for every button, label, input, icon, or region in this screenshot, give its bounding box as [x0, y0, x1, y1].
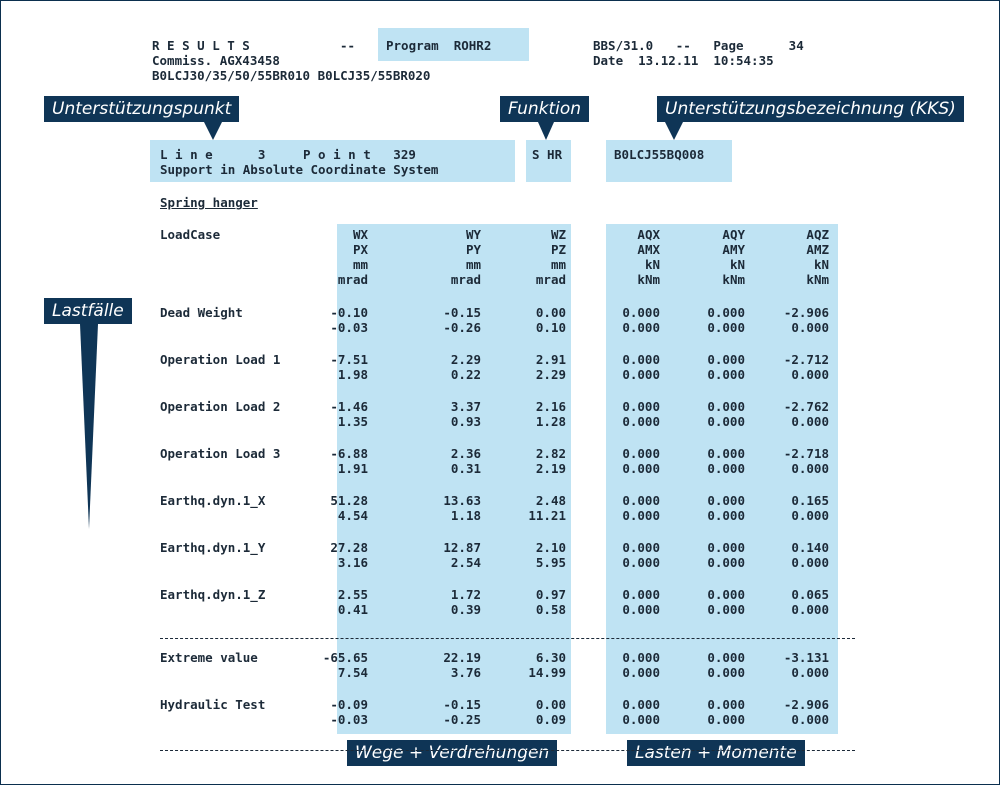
- program-name: Program ROHR2: [386, 38, 492, 53]
- table-cell: 2.10: [535, 540, 566, 555]
- table-cell: 0.93: [450, 414, 481, 429]
- table-cell: 3.76: [450, 665, 481, 680]
- table-cell: 0.000: [707, 320, 745, 335]
- table-cell: 0.000: [622, 352, 660, 367]
- table-cell: 0.000: [707, 399, 745, 414]
- loadcase-name: Earthq.dyn.1_X: [160, 493, 266, 508]
- separator-line-lower: [160, 750, 855, 751]
- table-cell: 0.000: [707, 367, 745, 382]
- table-cell: 0.000: [707, 414, 745, 429]
- table-cell: 0.165: [791, 493, 829, 508]
- table-cell: 4.54: [337, 508, 368, 523]
- table-cell: 0.000: [707, 697, 745, 712]
- column-header: AMX: [637, 242, 660, 257]
- table-cell: 51.28: [330, 493, 368, 508]
- table-cell: 1.35: [337, 414, 368, 429]
- table-cell: 2.19: [535, 461, 566, 476]
- table-cell: -0.03: [330, 320, 368, 335]
- column-header: mm: [550, 257, 566, 272]
- table-cell: -7.51: [330, 352, 368, 367]
- function-code: S HR: [532, 147, 563, 162]
- callout-support-point: Unterstützungspunkt: [44, 96, 239, 122]
- table-cell: 0.000: [707, 305, 745, 320]
- table-cell: 2.91: [535, 352, 566, 367]
- table-cell: 2.54: [450, 555, 481, 570]
- callout-support-name: Unterstützungsbezeichnung (KKS): [657, 96, 964, 122]
- column-header: AMY: [722, 242, 745, 257]
- table-cell: 7.54: [337, 665, 368, 680]
- column-header: kN: [644, 257, 660, 272]
- loadcase-name: Operation Load 1: [160, 352, 281, 367]
- table-cell: 6.30: [535, 650, 566, 665]
- support-type-label: Spring hanger: [160, 195, 258, 210]
- table-cell: -0.25: [443, 712, 481, 727]
- column-header: WZ: [550, 227, 566, 242]
- column-header: PZ: [550, 242, 566, 257]
- table-cell: 2.16: [535, 399, 566, 414]
- coordinate-system-label: Support in Absolute Coordinate System: [160, 162, 439, 177]
- loadcase-name: Extreme value: [160, 650, 258, 665]
- loadcase-name: Operation Load 3: [160, 446, 281, 461]
- table-cell: -0.15: [443, 697, 481, 712]
- table-cell: 0.97: [535, 587, 566, 602]
- loadcase-name: Earthq.dyn.1_Z: [160, 587, 266, 602]
- column-header: kN: [729, 257, 745, 272]
- table-cell: -0.15: [443, 305, 481, 320]
- results-title: R E S U L T S: [152, 38, 250, 53]
- table-cell: 0.10: [535, 320, 566, 335]
- column-header: kN: [813, 257, 829, 272]
- table-cell: 0.000: [707, 650, 745, 665]
- column-header: AQZ: [806, 227, 829, 242]
- table-cell: 2.48: [535, 493, 566, 508]
- table-cell: 0.000: [791, 461, 829, 476]
- separator-line-upper: [160, 638, 855, 639]
- callout-loads: Lasten + Momente: [627, 740, 805, 766]
- column-header: mm: [352, 257, 368, 272]
- callout-function-arrow: [538, 122, 554, 140]
- table-cell: 0.000: [791, 712, 829, 727]
- table-cell: 5.95: [535, 555, 566, 570]
- table-cell: 0.000: [622, 399, 660, 414]
- table-cell: 0.000: [622, 697, 660, 712]
- table-cell: -0.03: [330, 712, 368, 727]
- table-cell: 0.000: [791, 320, 829, 335]
- support-kks-code: B0LCJ55BQ008: [614, 147, 705, 162]
- callout-support-name-arrow: [665, 122, 683, 140]
- loadcase-name: Operation Load 2: [160, 399, 281, 414]
- table-cell: 0.000: [791, 367, 829, 382]
- table-cell: 0.000: [622, 320, 660, 335]
- table-cell: 27.28: [330, 540, 368, 555]
- table-cell: -2.718: [783, 446, 829, 461]
- table-cell: -0.09: [330, 697, 368, 712]
- table-cell: 1.98: [337, 367, 368, 382]
- table-cell: 0.065: [791, 587, 829, 602]
- column-header: mrad: [535, 272, 566, 287]
- table-cell: 0.41: [337, 602, 368, 617]
- column-header: PX: [352, 242, 368, 257]
- table-cell: 0.39: [450, 602, 481, 617]
- table-cell: 0.000: [622, 587, 660, 602]
- table-cell: 0.000: [622, 555, 660, 570]
- table-cell: 14.99: [528, 665, 566, 680]
- loadcase-name: Earthq.dyn.1_Y: [160, 540, 266, 555]
- column-header: kNm: [637, 272, 660, 287]
- column-header: kNm: [806, 272, 829, 287]
- table-cell: 0.000: [707, 602, 745, 617]
- table-cell: 0.000: [622, 540, 660, 555]
- table-cell: 0.31: [450, 461, 481, 476]
- loadcase-name: Hydraulic Test: [160, 697, 266, 712]
- table-cell: -3.131: [783, 650, 829, 665]
- loadcase-name: Dead Weight: [160, 305, 243, 320]
- table-cell: 0.140: [791, 540, 829, 555]
- table-cell: 0.000: [707, 712, 745, 727]
- callout-function: Funktion: [500, 96, 589, 122]
- table-cell: 13.63: [443, 493, 481, 508]
- column-header: PY: [465, 242, 481, 257]
- table-cell: 0.000: [707, 446, 745, 461]
- table-cell: 2.82: [535, 446, 566, 461]
- table-cell: 0.09: [535, 712, 566, 727]
- column-header: AQY: [722, 227, 745, 242]
- table-cell: 0.000: [622, 414, 660, 429]
- callout-support-point-arrow: [204, 122, 222, 140]
- table-cell: -2.906: [783, 697, 829, 712]
- kks-system-line: B0LCJ30/35/50/55BR010 B0LCJ35/55BR020: [152, 68, 431, 83]
- loadcase-header: LoadCase: [160, 227, 221, 242]
- table-cell: 0.000: [622, 665, 660, 680]
- table-cell: 1.18: [450, 508, 481, 523]
- table-cell: 22.19: [443, 650, 481, 665]
- line-point-label: L i n e 3 P o i n t 329: [160, 147, 416, 162]
- table-cell: 0.58: [535, 602, 566, 617]
- table-cell: 0.000: [622, 712, 660, 727]
- column-header: mm: [465, 257, 481, 272]
- table-cell: 0.00: [535, 697, 566, 712]
- date-time: Date 13.12.11 10:54:35: [593, 53, 774, 68]
- table-cell: 0.000: [791, 555, 829, 570]
- table-cell: 0.000: [707, 352, 745, 367]
- callout-load-cases-arrow: [80, 324, 98, 529]
- table-cell: 1.91: [337, 461, 368, 476]
- column-header: kNm: [722, 272, 745, 287]
- column-header: WX: [352, 227, 368, 242]
- table-cell: 0.000: [707, 665, 745, 680]
- table-cell: 12.87: [443, 540, 481, 555]
- table-cell: 3.37: [450, 399, 481, 414]
- table-cell: 0.000: [622, 446, 660, 461]
- table-cell: -0.10: [330, 305, 368, 320]
- table-cell: -1.46: [330, 399, 368, 414]
- table-cell: 0.000: [707, 540, 745, 555]
- table-cell: -2.762: [783, 399, 829, 414]
- table-cell: 0.000: [707, 508, 745, 523]
- table-cell: -2.712: [783, 352, 829, 367]
- table-cell: 0.000: [791, 508, 829, 523]
- callout-displacements: Wege + Verdrehungen: [347, 740, 557, 766]
- table-cell: 0.000: [622, 305, 660, 320]
- table-cell: 0.000: [707, 587, 745, 602]
- table-cell: 0.000: [622, 367, 660, 382]
- table-cell: 0.000: [622, 508, 660, 523]
- table-cell: 0.00: [535, 305, 566, 320]
- column-header: AMZ: [806, 242, 829, 257]
- table-cell: 0.000: [622, 493, 660, 508]
- table-cell: 2.29: [450, 352, 481, 367]
- column-header: AQX: [637, 227, 660, 242]
- table-cell: -6.88: [330, 446, 368, 461]
- table-cell: 0.000: [622, 461, 660, 476]
- table-cell: 3.16: [337, 555, 368, 570]
- table-cell: 0.000: [707, 493, 745, 508]
- table-cell: 0.000: [707, 461, 745, 476]
- table-cell: 1.72: [450, 587, 481, 602]
- table-cell: -2.906: [783, 305, 829, 320]
- table-cell: 0.000: [622, 602, 660, 617]
- commission-number: Commiss. AGX43458: [152, 53, 280, 68]
- column-header: mrad: [450, 272, 481, 287]
- table-cell: 1.28: [535, 414, 566, 429]
- table-cell: 0.000: [791, 414, 829, 429]
- table-cell: -65.65: [322, 650, 368, 665]
- table-cell: 11.21: [528, 508, 566, 523]
- table-cell: 2.55: [337, 587, 368, 602]
- table-cell: 0.000: [791, 665, 829, 680]
- table-cell: 2.29: [535, 367, 566, 382]
- callout-load-cases: Lastfälle: [44, 298, 132, 324]
- table-cell: -0.26: [443, 320, 481, 335]
- header-separator: --: [340, 38, 356, 53]
- bbs-page: BBS/31.0 -- Page 34: [593, 38, 804, 53]
- table-cell: 2.36: [450, 446, 481, 461]
- table-cell: 0.22: [450, 367, 481, 382]
- table-cell: 0.000: [707, 555, 745, 570]
- column-header: mrad: [337, 272, 368, 287]
- table-cell: 0.000: [791, 602, 829, 617]
- column-header: WY: [465, 227, 481, 242]
- table-cell: 0.000: [622, 650, 660, 665]
